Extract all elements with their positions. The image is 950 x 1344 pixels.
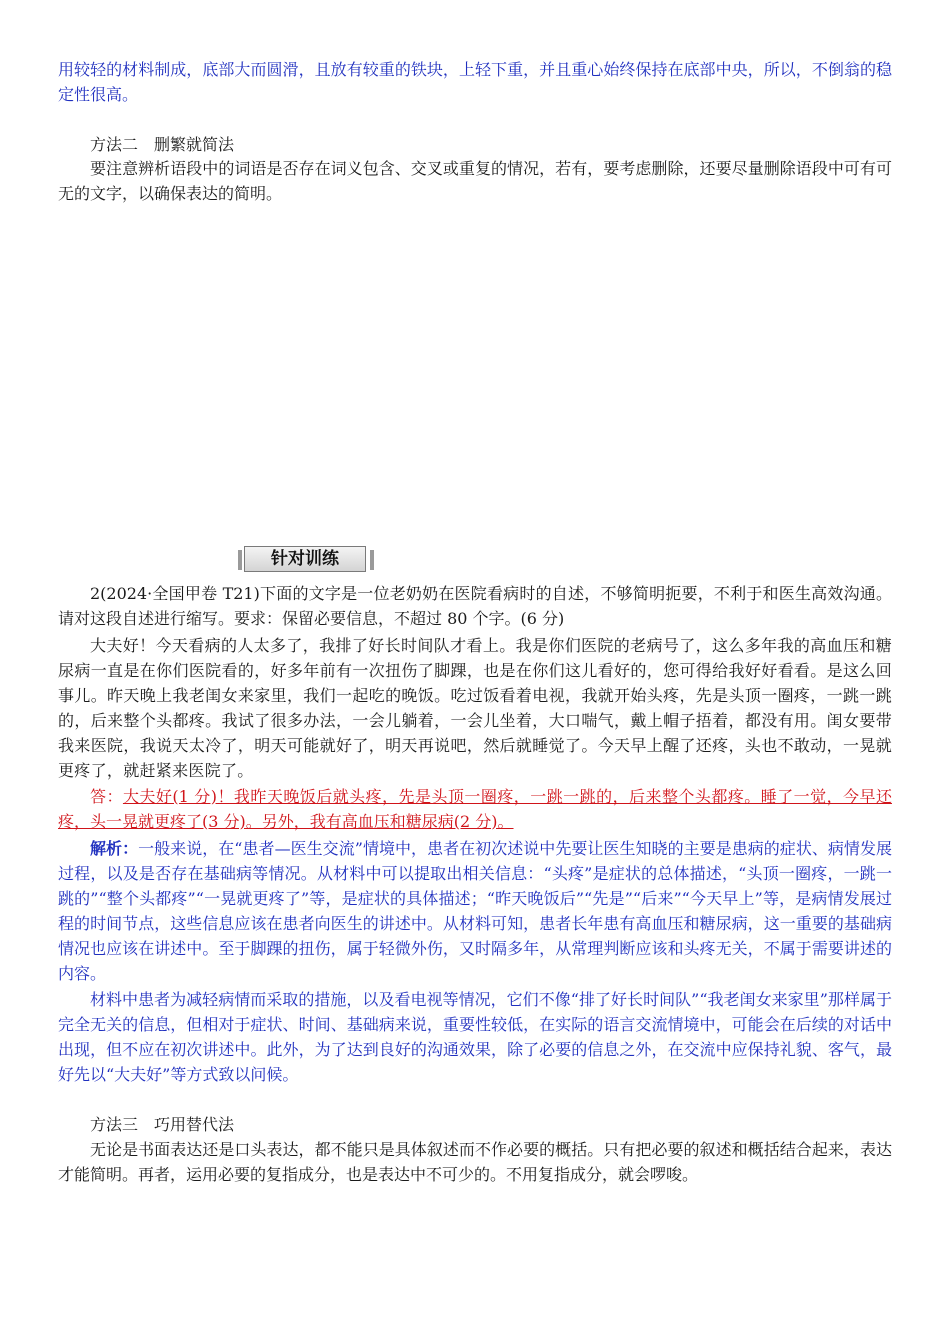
banner-title: 针对训练 (244, 546, 366, 572)
method2-title: 删繁就简法 (154, 135, 235, 154)
method2-body: 要注意辨析语段中的词语是否存在词义包含、交叉或重复的情况，若有，要考虑删除，还要尽量删除语段中可有可无的文字，以确保表达的简明。 (58, 159, 892, 203)
method3-heading (90, 1112, 234, 1137)
banner-left-tab (238, 550, 242, 570)
method2-heading (90, 132, 234, 157)
training-question: 2(2024·全国甲卷 T21)下面的文字是一位老奶奶在医院看病时的自述，不够简明扼要，不利于和医生高效沟通。请对这段自述进行缩写。要求：保留必要信息，不超过 80 个字。(6 分) (58, 584, 892, 628)
method3-label: 方法三 (90, 1115, 139, 1134)
training-banner (238, 545, 374, 575)
analysis-paragraph-2: 材料中患者为减轻病情而采取的措施，以及看电视等情况，它们不像“排了好长时间队”“我老闺女来家里”那样属于完全无关的信息，但相对于症状、时间、基础病来说，重要性较低，在实际的语言交流情境中，可能会在后续的对话中出现，但不应在初次讲述中。此外，为了达到良好的沟通效果，除了必要的信息之外，在交流中应保持礼貌、客气，最好先以“大夫好”等方式致以问候。 (58, 990, 892, 1084)
method3-body: 无论是书面表达还是口头表达，都不能只是具体叙述而不作必要的概括。只有把必要的叙述和概括结合起来，表达才能简明。再者，运用必要的复指成分，也是表达中不可少的。不用复指成分，就会啰唆。 (58, 1140, 892, 1184)
analysis-label: 解析： (90, 839, 139, 858)
banner-right-tab (370, 550, 374, 570)
answer-block (58, 784, 892, 834)
analysis-paragraph-1: 一般来说，在“患者—医生交流”情境中，患者在初次述说中先要让医生知晓的主要是患病的症状、病情发展过程，以及是否存在基础病等情况。从材料中可以提取出相关信息：“头疼”是症状的总体描述，“头顶一圈疼，一跳一跳的”“整个头都疼”“一晃就更疼了”等，是症状的具体描述；“昨天晚饭后”“先是”“后来”“今天早上”等，是病情发展过程的时间节点，这些信息应该在患者向医生的讲述中。从材料可知，患者长年患有高血压和糖尿病，这一重要的基础病情况也应该在讲述中。至于脚踝的扭伤，属于轻微外伤，又时隔多年，从常理判断应该和头疼无关，不属于需要讲述的内容。 (58, 839, 892, 983)
method2-label: 方法二 (90, 135, 139, 154)
analysis-block (58, 836, 892, 986)
answer-label: 答： (90, 787, 123, 806)
training-passage: 大夫好！今天看病的人太多了，我排了好长时间队才看上。我是你们医院的老病号了，这么多年我的高血压和糖尿病一直是在你们医院看的，好多年前有一次扭伤了脚踝，也是在你们这儿看好的，您可得给我好好看看。是这么回事儿。昨天晚上我老闺女来家里，我们一起吃的晚饭。吃过饭看着电视，我就开始头疼，先是头顶一圈疼，一跳一跳的，后来整个头都疼。我试了很多办法，一会儿躺着，一会儿坐着，大口喘气，戴上帽子捂着，都没有用。闺女要带我来医院，我说天太冷了，明天可能就好了，明天再说吧，然后就睡觉了。今天早上醒了还疼，头也不敢动，一晃就更疼了，就赶紧来医院了。 (58, 636, 892, 780)
answer-text: 大夫好(1 分)！我昨天晚饭后就头疼，先是头顶一圈疼，一跳一跳的，后来整个头都疼。睡了一觉，今早还疼，头一晃就更疼了(3 分)。另外，我有高血压和糖尿病(2 分)。 (58, 787, 892, 831)
intro-continuation: 用较轻的材料制成，底部大而圆滑，且放有较重的铁块，上轻下重，并且重心始终保持在底部中央，所以，不倒翁的稳定性很高。 (58, 60, 892, 104)
method3-title: 巧用替代法 (154, 1115, 235, 1134)
